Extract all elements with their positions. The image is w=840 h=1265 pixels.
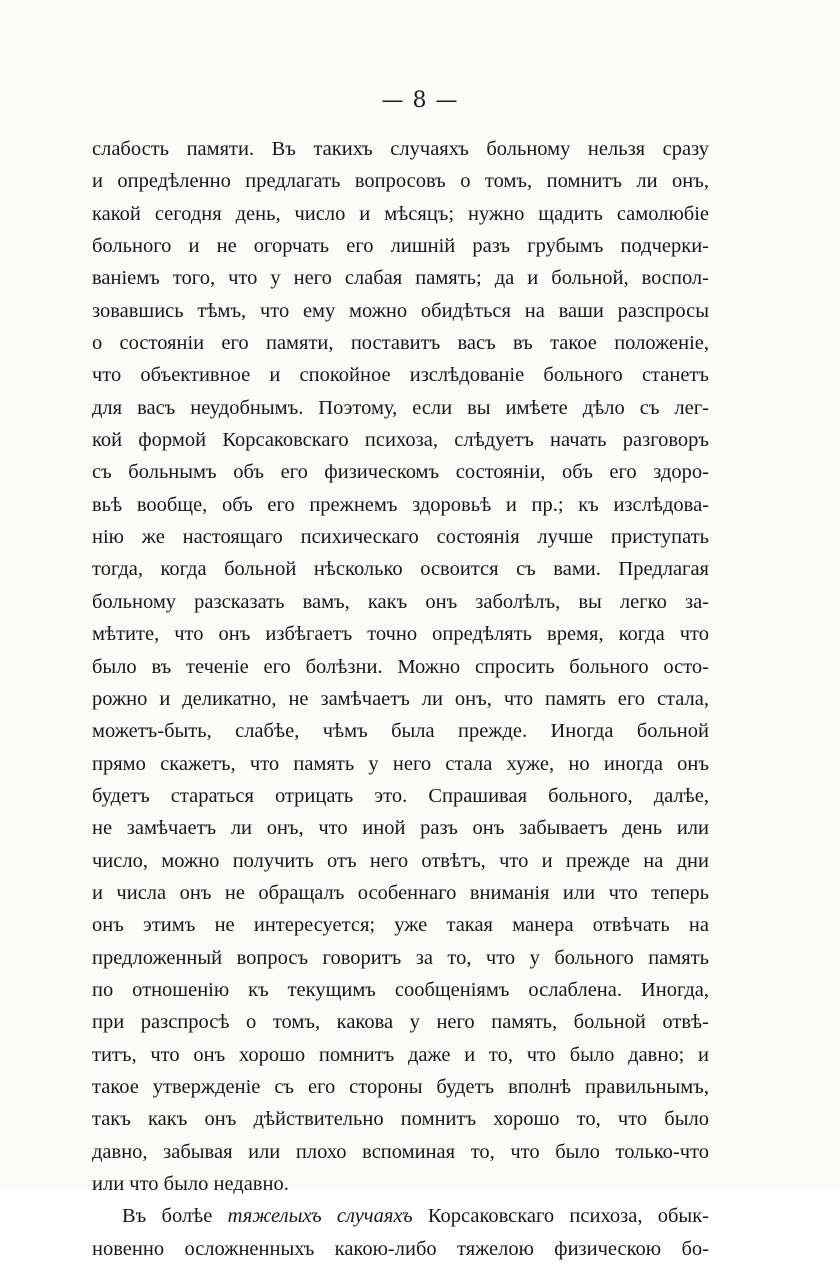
- text-line: слабость памяти. Въ такихъ случаяхъ больному нельзя сразу: [92, 138, 709, 160]
- text-line: ваніемъ того, что у него слабая память; да и больной, воспол-: [92, 267, 709, 290]
- paragraph-2: [92, 1200, 709, 1265]
- text-line: давно, забывая или плохо вспоминая то, что было только-что: [92, 1140, 709, 1163]
- text-line: и числа онъ не обращалъ особеннаго вниманія или что теперь: [92, 881, 709, 904]
- text-line: число, можно получить отъ него отвѣтъ, что и прежде на дни: [92, 849, 709, 872]
- body-text: [92, 133, 709, 1265]
- paragraph-1: [92, 133, 709, 1200]
- text-line: будетъ стараться отрицать это. Спрашивая больного, далѣе,: [92, 784, 709, 807]
- text-line: что объективное и спокойное изслѣдованіе больного станетъ: [92, 364, 709, 387]
- text-segment: Корсаковскаго психоза, обык-: [427, 1205, 709, 1228]
- text-line: вьѣ вообще, объ его прежнемъ здоровьѣ и пр.; къ изслѣдова-: [92, 493, 709, 516]
- text-line: такое утвержденіе съ его стороны будетъ вполнѣ правильнымъ,: [92, 1075, 709, 1098]
- text-segment: Въ болѣе: [122, 1205, 213, 1228]
- text-line: о состояніи его памяти, поставитъ васъ въ такое положеніе,: [92, 332, 709, 355]
- text-line: мѣтите, что онъ избѣгаетъ точно опредѣлять время, когда что: [92, 623, 709, 646]
- text-line: зовавшись тѣмъ, что ему можно обидѣться на ваши разспросы: [92, 299, 709, 322]
- text-line: прямо скажетъ, что память у него стала хуже, но иногда онъ: [92, 752, 709, 775]
- text-line: онъ этимъ не интересуется; уже такая манера отвѣчать на: [92, 914, 709, 937]
- text-line: кой формой Корсаковскаго психоза, слѣдуетъ начать разговоръ: [92, 429, 709, 452]
- text-line: новенно осложненныхъ какою-либо тяжелою физическою бо-: [92, 1237, 709, 1260]
- text-line: такъ какъ онъ дѣйствительно помнитъ хорошо то, что было: [92, 1108, 709, 1131]
- text-line: предложенный вопросъ говоритъ за то, что у больного память: [92, 946, 709, 969]
- text-line: можетъ-быть, слабѣе, чѣмъ была прежде. Иногда больной: [92, 720, 709, 743]
- text-line: не замѣчаетъ ли онъ, что иной разъ онъ забываетъ день или: [92, 817, 709, 840]
- text-line: при разспросѣ о томъ, какова у него память, больной отвѣ-: [92, 1011, 709, 1034]
- text-line: по отношенію къ текущимъ сообщеніямъ ослаблена. Иногда,: [92, 978, 709, 1001]
- text-line: больному разсказать вамъ, какъ онъ заболѣлъ, вы легко за-: [92, 590, 709, 613]
- italic-emphasis: тяжелыхъ случаяхъ: [227, 1205, 413, 1228]
- text-line: рожно и деликатно, не замѣчаетъ ли онъ, что память его стала,: [92, 687, 709, 710]
- text-line: съ больнымъ объ его физическомъ состояніи, объ его здоро-: [92, 461, 709, 484]
- text-line: тогда, когда больной нѣсколько освоится съ вами. Предлагая: [92, 558, 709, 581]
- page-number: — 8 —: [381, 88, 459, 113]
- text-line: больного и не огорчать его лишній разъ грубымъ подчерки-: [92, 235, 709, 258]
- text-line: титъ, что онъ хорошо помнитъ даже и то, что было давно; и: [92, 1043, 709, 1066]
- text-line: было въ теченіе его болѣзни. Можно спросить больного осто-: [92, 655, 709, 678]
- text-line: какой сегодня день, число и мѣсяцъ; нужно щадить самолюбіе: [92, 202, 709, 225]
- text-line: и опредѣленно предлагать вопросовъ о томъ, помнитъ ли онъ,: [92, 170, 709, 193]
- text-line: или что было недавно.: [92, 1173, 289, 1195]
- text-line: нію же настоящаго психическаго состоянія лучше приступать: [92, 526, 709, 549]
- text-line: [92, 1200, 709, 1232]
- text-line: для васъ неудобнымъ. Поэтому, если вы имѣете дѣло съ лег-: [92, 396, 709, 419]
